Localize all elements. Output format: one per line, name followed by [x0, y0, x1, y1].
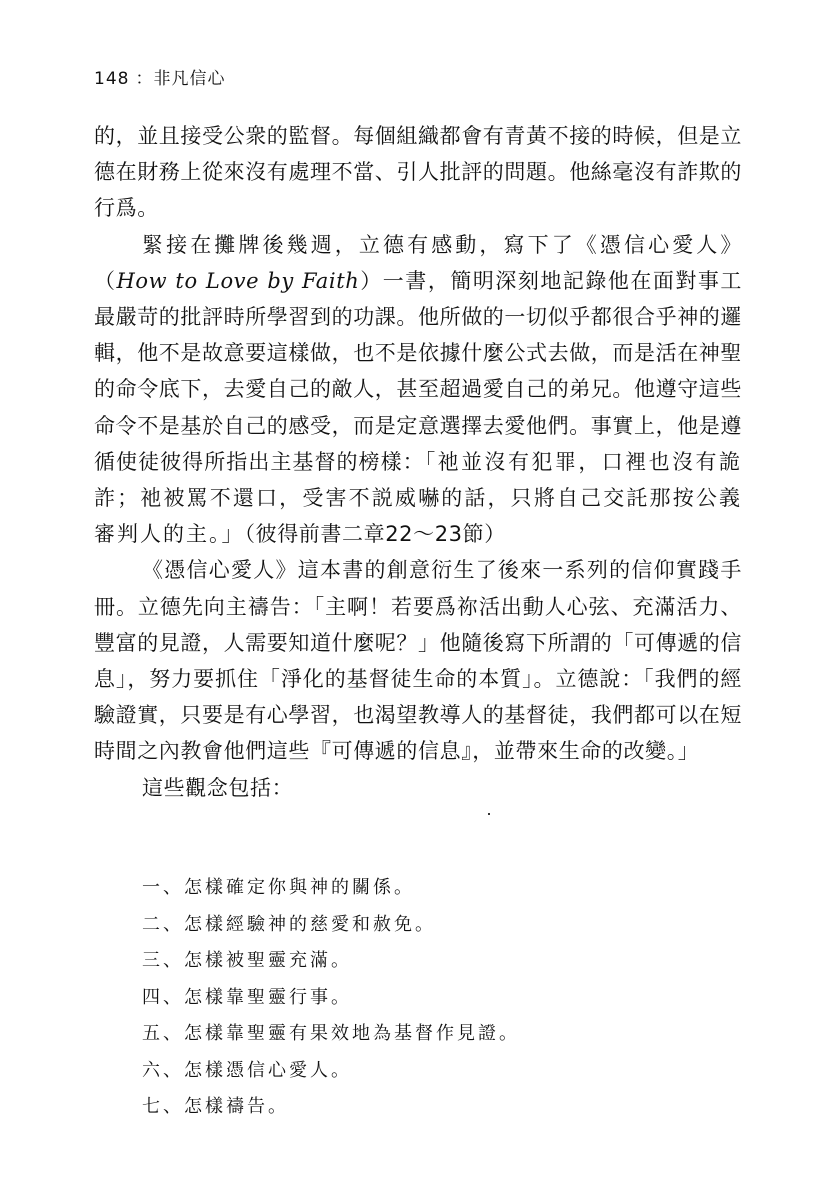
scripture-citation: （彼得前書二章22～23節）	[244, 522, 506, 547]
paragraph-2	[94, 227, 742, 553]
paragraph-2-intro: 緊接在攤牌後幾週，立德有感動，寫下了《憑信心愛人》（	[94, 232, 742, 293]
english-book-title: How to Love by Faith	[116, 268, 360, 293]
list-item: 五、怎樣靠聖靈有果效地為基督作見證。	[142, 1023, 520, 1044]
list-item: 六、怎樣憑信心愛人。	[142, 1059, 352, 1081]
scan-speck	[488, 813, 490, 815]
body-text	[94, 118, 742, 806]
list-item: 二、怎樣經驗神的慈愛和赦免。	[142, 913, 436, 935]
list-item: 七、怎樣禱告。	[142, 1096, 289, 1117]
list-item: 一、怎樣確定你與神的關係。	[142, 877, 415, 898]
running-header	[94, 64, 225, 89]
book-title: 非凡信心	[153, 69, 226, 89]
paragraph-3: 《憑信心愛人》這本書的創意衍生了後來一系列的信仰實踐手冊。立德先向主禱告：「主啊！若要爲祢活出動人心弦、充滿活力、豐富的見證，人需要知道什麼呢？」他隨後寫下所謂的「可傳遞的信息」，努力要抓住「淨化的基督徒生命的本質」。立德說：「我們的經驗證實，只要是有心學習，也渴望教導人的基督徒，我們都可以在短時間之內教會他們這些『可傳遞的信息』，並帶來生命的改變。」	[94, 558, 742, 764]
paragraph-1: 的，並且接受公衆的監督。每個組織都會有青黃不接的時候，但是立德在財務上從來沒有處理不當、引人批評的問題。他絲毫沒有詐欺的行爲。	[94, 124, 742, 221]
list-item: 四、怎樣靠聖靈行事。	[142, 986, 352, 1008]
page-number: 148	[94, 69, 130, 89]
concepts-list	[142, 870, 520, 1126]
header-separator: ：	[135, 69, 154, 89]
paragraph-2-body: ）一書，簡明深刻地記錄他在面對事工最嚴苛的批評時所學習到的功課。他所做的一切似乎都很合乎神的邏輯，他不是故意要這樣做，也不是依據什麼公式去做，而是活在神聖的命令底下，去愛自己的敵人，甚至超過愛自己的弟兄。他遵守這些命令不是基於自己的感受，而是定意選擇去愛他們。事實上，他是遵循使徒彼得所指出主基督的榜樣：	[94, 268, 742, 474]
list-item: 三、怎樣被聖靈充滿。	[142, 950, 352, 971]
paragraph-4: 這些觀念包括：	[142, 775, 294, 800]
scripture-quote: 「祂並沒有犯罪，口裡也沒有詭詐；祂被罵不還口，受害不説威嚇的話，只將自己交託那按公義審判人的主。」	[94, 449, 743, 547]
